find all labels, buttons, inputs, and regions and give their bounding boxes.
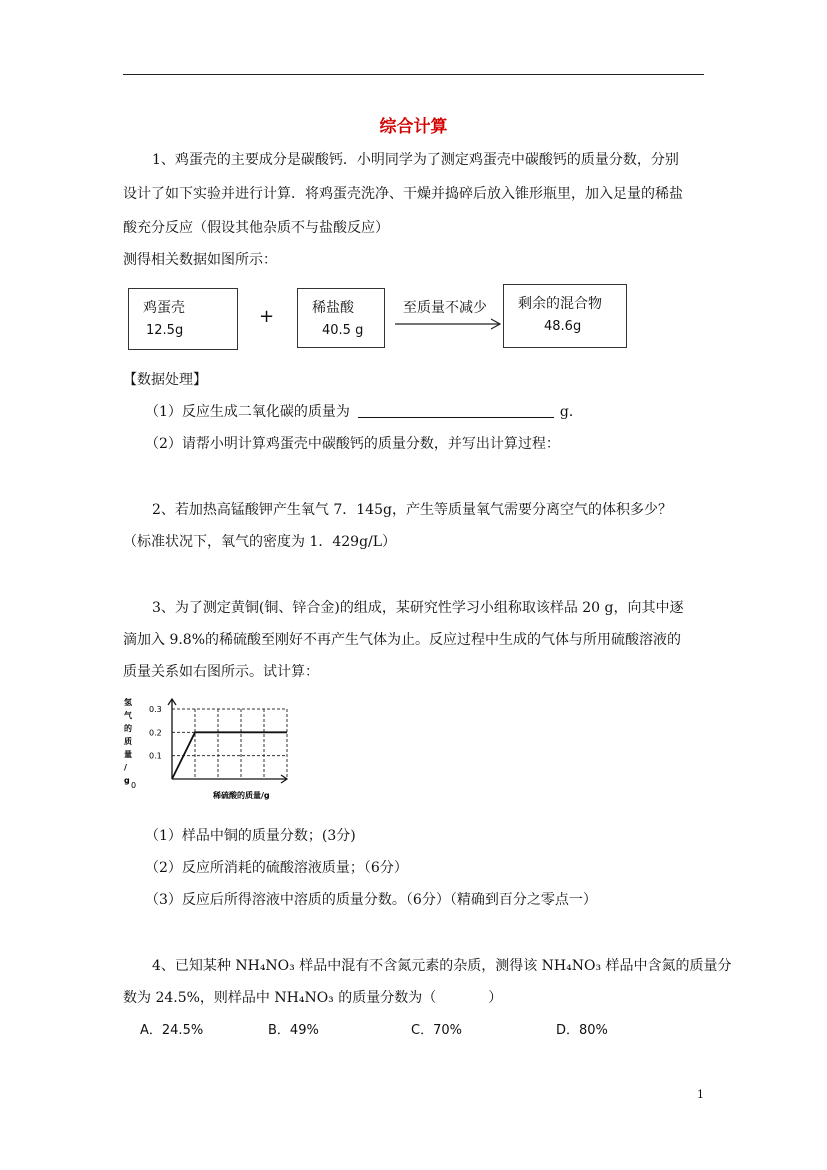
y-axis-label-char: 氢 xyxy=(124,698,132,707)
hydrogen-chart xyxy=(115,692,305,804)
q4-line2-text: 数为 24.5%，则样品中 NH₄NO₃ 的质量分数为（ xyxy=(123,990,437,1006)
y-tick-label: 0.2 xyxy=(149,728,162,738)
y-tick-labels xyxy=(149,705,162,761)
q1-sub1-text: （1）反应生成二氧化碳的质量为 xyxy=(145,404,350,420)
q3-sub1: （1）样品中铜的质量分数；(3分) xyxy=(145,828,356,844)
q1-sub1-unit: g． xyxy=(559,404,583,420)
q4-line1: 4、已知某种 NH₄NO₃ 样品中混有不含氮元素的杂质，测得该 NH₄NO₃ 样品中含氮的质量分 xyxy=(152,958,732,974)
q1-line2: 设计了如下实验并进行计算．将鸡蛋壳洗净、干燥并捣碎后放入锥形瓶里，加入足量的稀盐 xyxy=(123,186,683,202)
q3-sub2: （2）反应所消耗的硫酸溶液质量；（6分） xyxy=(145,860,408,876)
q3-sub3: （3）反应后所得溶液中溶质的质量分数。（6分）（精确到百分之零点一） xyxy=(145,892,597,908)
y-tick-label: 0.3 xyxy=(149,705,162,714)
chart-axes xyxy=(168,699,287,783)
y-axis-label-char: 量 xyxy=(124,750,132,759)
page-title: 综合计算 xyxy=(379,117,448,137)
q1-sub2: （2）请帮小明计算鸡蛋壳中碳酸钙的质量分数，并写出计算过程： xyxy=(145,436,560,452)
box-acid-value: 40.5 g xyxy=(322,323,364,338)
choice-b[interactable]: B．49% xyxy=(268,1023,319,1038)
q1-line4: 测得相关数据如图所示： xyxy=(123,252,277,268)
box-remaining-value: 48.6g xyxy=(544,319,582,334)
box-eggshell xyxy=(128,288,238,350)
box-remaining xyxy=(503,284,627,348)
box-eggshell-value: 12.5g xyxy=(146,323,184,338)
arrow-icon xyxy=(395,318,503,330)
choice-c[interactable]: C．70% xyxy=(411,1023,462,1038)
q4-line2 xyxy=(123,987,502,1007)
q3-line1: 3、为了测定黄铜(铜、锌合金)的组成，某研究性学习小组称取该样品 20 g，向其中逐 xyxy=(152,600,684,616)
q2-line1: 2、若加热高锰酸钾产生氧气 7．145g，产生等质量氧气需要分离空气的体积多少？ xyxy=(152,502,672,518)
y-tick-label: 0.1 xyxy=(149,751,162,761)
box-remaining-label: 剩余的混合物 xyxy=(518,296,602,312)
y-axis-label-char: 的 xyxy=(124,724,132,733)
y-axis-label-char: / xyxy=(124,763,127,772)
origin-label: 0 xyxy=(131,781,137,790)
header-rule xyxy=(123,74,704,75)
page-number: 1 xyxy=(697,1088,704,1101)
choice-d[interactable]: D．80% xyxy=(556,1023,608,1038)
box-acid xyxy=(297,288,385,348)
choice-a[interactable]: A．24.5% xyxy=(140,1023,204,1038)
q2-line2: （标准状况下，氧气的密度为 1．429g/L） xyxy=(123,534,397,550)
q3-line3: 质量关系如右图所示。试计算： xyxy=(123,664,319,680)
box-acid-label: 稀盐酸 xyxy=(312,300,354,316)
y-axis-label-char: 质 xyxy=(124,737,132,746)
box-eggshell-label: 鸡蛋壳 xyxy=(143,300,185,316)
q3-line2: 滴加入 9.8%的稀硫酸至刚好不再产生气体为止。反应过程中生成的气体与所用硫酸溶液的 xyxy=(123,632,682,648)
y-axis-label xyxy=(124,697,133,785)
q1-sub1 xyxy=(145,401,583,421)
x-axis-label: 稀硫酸的质量/g xyxy=(213,791,270,800)
section-data-processing: 【数据处理】 xyxy=(123,372,207,388)
arrow-label: 至质量不减少 xyxy=(403,300,487,316)
q1-line3: 酸充分反应（假设其他杂质不与盐酸反应） xyxy=(123,220,389,236)
y-axis-label-char: 气 xyxy=(124,711,132,720)
q1-line1: 1、鸡蛋壳的主要成分是碳酸钙．小明同学为了测定鸡蛋壳中碳酸钙的质量分数，分别 xyxy=(152,152,679,168)
q4-line2-close: ） xyxy=(488,990,503,1006)
y-axis-label-char: g xyxy=(124,776,130,785)
answer-blank[interactable] xyxy=(358,403,554,418)
plus-sign: + xyxy=(259,306,275,327)
